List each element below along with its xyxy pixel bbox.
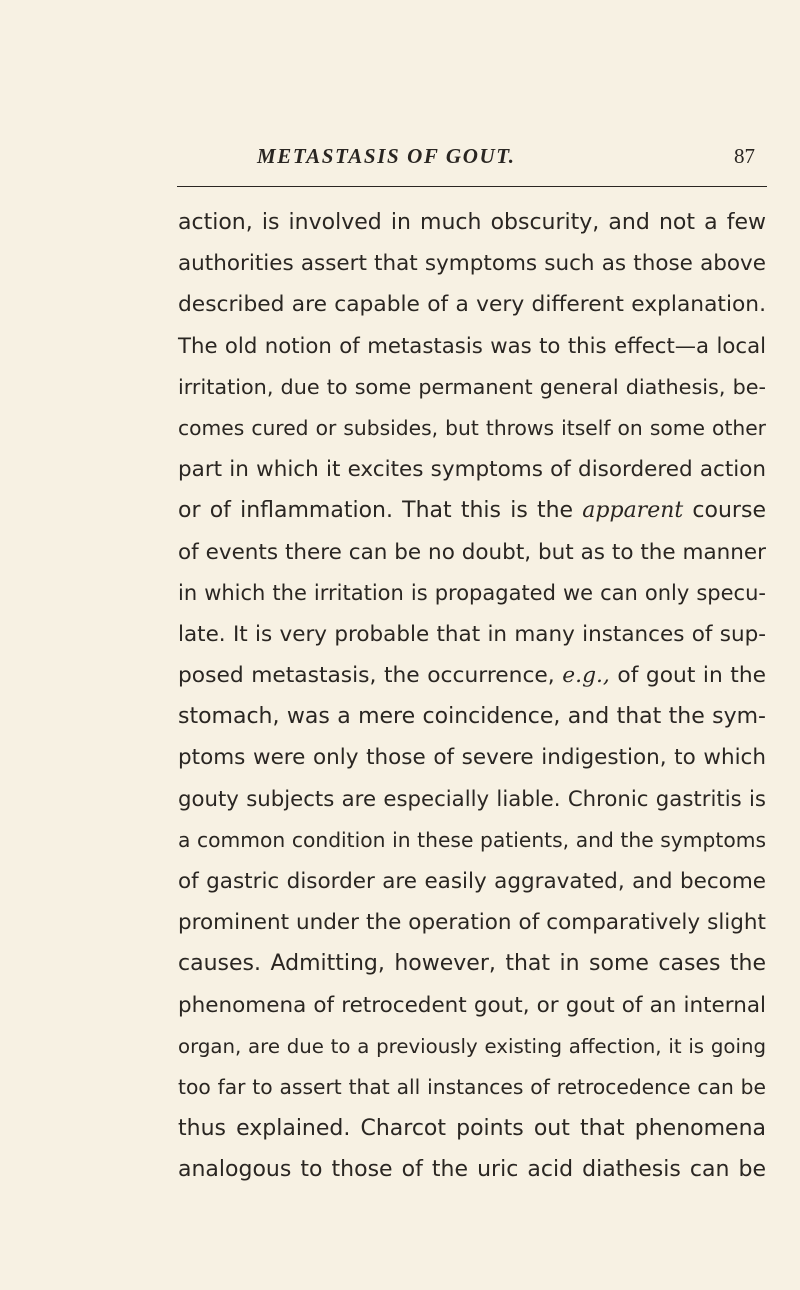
text-line: analogous to those of the uric acid diathesis can be: [178, 1157, 766, 1183]
italic-word: apparent: [582, 498, 684, 524]
text-segment: of gout in the: [609, 663, 766, 689]
text-line: in which the irritation is propagated we can only specu-: [178, 580, 766, 605]
header-rule: [177, 186, 767, 187]
text-line: [178, 655, 766, 696]
text-line: of events there can be no doubt, but as to the manner: [178, 539, 766, 565]
text-line: too far to assert that all instances of retrocedence can be: [178, 1074, 766, 1099]
text-line: phenomena of retrocedent gout, or gout of an internal: [178, 992, 766, 1018]
running-title: METASTASIS OF GOUT.: [257, 144, 516, 168]
text-line: gouty subjects are especially liable. Chronic gastritis is: [178, 786, 766, 812]
text-line: causes. Admitting, however, that in some cases the: [178, 951, 766, 977]
text-segment: or of inflammation. That this is the: [178, 498, 583, 524]
text-line: stomach, was a mere coincidence, and that the sym-: [178, 704, 766, 730]
text-segment: posed metastasis, the occurrence,: [178, 663, 563, 689]
text-line: of gastric disorder are easily aggravated, and become: [178, 869, 766, 894]
text-line: thus explained. Charcot points out that phenomena: [178, 1116, 766, 1142]
text-line: [178, 490, 766, 531]
text-line: ptoms were only those of severe indigestion, to which: [178, 745, 766, 771]
text-line: part in which it excites symptoms of disordered action: [178, 457, 766, 483]
italic-word: e.g.,: [562, 663, 610, 689]
text-line: a common condition in these patients, and the symptoms: [178, 827, 766, 852]
text-line: The old notion of metastasis was to this effect—a local: [178, 333, 766, 359]
text-line: organ, are due to a previously existing affection, it is going: [178, 1034, 766, 1058]
running-head: [177, 144, 767, 176]
text-line: comes cured or subsides, but throws itself on some other: [178, 415, 766, 440]
text-line: described are capable of a very different explanation.: [178, 292, 766, 318]
text-line: authorities assert that symptoms such as those above: [178, 251, 766, 277]
text-line: irritation, due to some permanent general diathesis, be-: [178, 374, 766, 399]
text-segment: course: [683, 498, 766, 524]
text-line: prominent under the operation of comparatively slight: [178, 910, 766, 936]
body-text: [178, 202, 766, 1191]
text-line: late. It is very probable that in many instances of sup-: [178, 621, 766, 647]
page-number: 87: [734, 144, 755, 168]
text-line: action, is involved in much obscurity, and not a few: [178, 210, 766, 235]
